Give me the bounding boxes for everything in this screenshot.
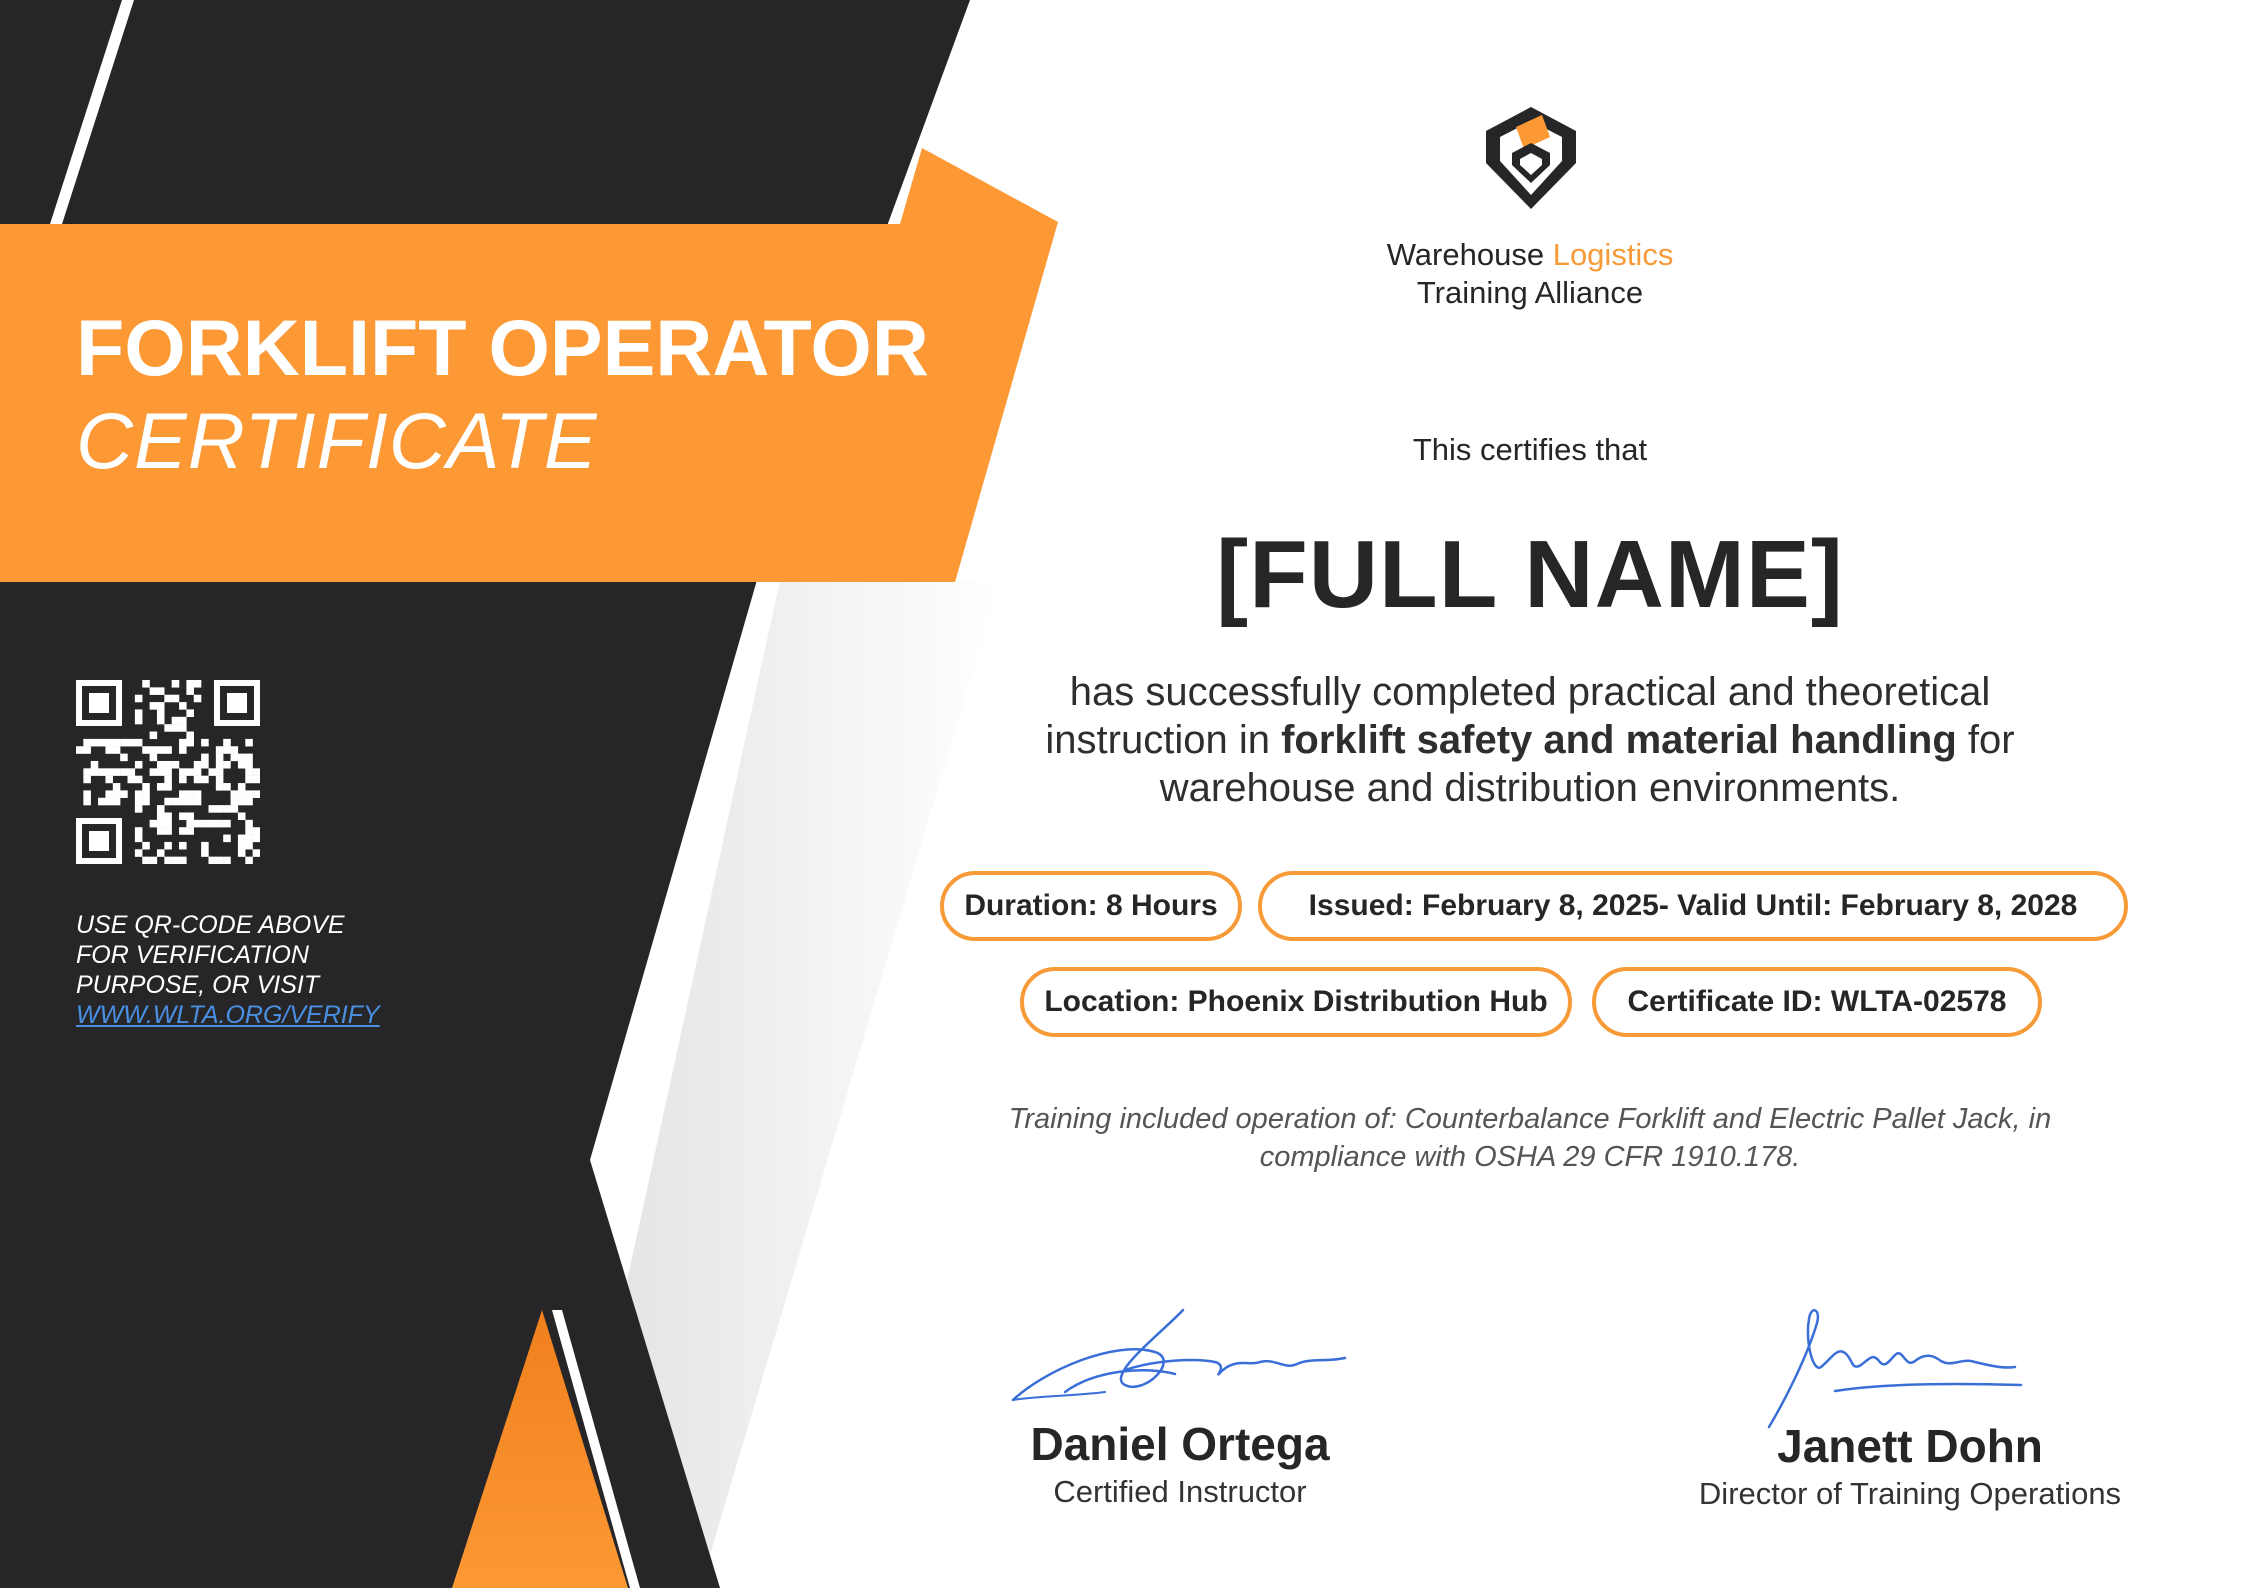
qr-module	[245, 790, 253, 798]
qr-module	[223, 820, 231, 828]
qr-module	[208, 820, 216, 828]
qr-module	[223, 761, 231, 769]
verification-text	[76, 910, 380, 1030]
signature-daniel-ortega	[1005, 1300, 1355, 1420]
qr-module	[157, 768, 165, 776]
qr-module	[91, 768, 99, 776]
qr-module	[164, 812, 172, 820]
qr-module	[164, 746, 172, 754]
qr-module	[157, 687, 165, 695]
description	[980, 668, 2080, 812]
qr-module	[164, 857, 172, 864]
qr-module	[179, 702, 187, 710]
qr-module	[186, 732, 194, 740]
qr-module	[186, 827, 194, 835]
certifies-intro: This certifies that	[1412, 432, 1648, 467]
qr-module	[179, 812, 187, 820]
qr-module	[194, 798, 202, 806]
qr-module	[142, 790, 150, 798]
qr-module	[201, 820, 209, 828]
qr-module	[164, 783, 172, 791]
qr-module	[164, 761, 172, 769]
qr-module	[142, 746, 150, 754]
qr-module	[253, 827, 260, 835]
qr-module	[253, 835, 260, 843]
qr-module	[98, 739, 106, 747]
qr-module	[245, 768, 253, 776]
qr-module	[186, 790, 194, 798]
qr-module	[238, 790, 246, 798]
qr-module	[194, 768, 202, 776]
qr-module	[179, 798, 187, 806]
qr-module	[194, 680, 202, 688]
certificate-id-badge: Certificate ID: WLTA-02578	[1592, 967, 2042, 1037]
title-sub: CERTIFICATE	[76, 396, 598, 485]
issued-badge: Issued: February 8, 2025- Valid Until: February 8, 2028	[1258, 871, 2128, 941]
qr-module	[157, 702, 165, 710]
qr-module	[157, 827, 165, 835]
qr-module	[157, 717, 165, 725]
qr-module	[150, 702, 158, 710]
qr-module	[113, 783, 121, 791]
qr-module	[245, 857, 253, 864]
title-main: FORKLIFT OPERATOR	[76, 303, 929, 392]
qr-module	[120, 790, 128, 798]
description-part2: for warehouse and distribution environments.	[1159, 718, 2015, 810]
shield-logo-icon	[1476, 103, 1586, 213]
qr-module	[245, 835, 253, 843]
certificate-title	[76, 303, 929, 485]
qr-module	[105, 790, 113, 798]
qr-module	[113, 790, 121, 798]
qr-module	[142, 680, 150, 688]
qr-module	[83, 790, 91, 798]
qr-module	[238, 849, 246, 857]
qr-module	[142, 842, 150, 850]
qr-module	[253, 849, 260, 857]
qr-module	[172, 724, 180, 732]
qr-module	[150, 732, 158, 740]
qr-module	[186, 768, 194, 776]
qr-module	[172, 857, 180, 864]
qr-module	[150, 687, 158, 695]
qr-module	[201, 842, 209, 850]
signature-janett-dohn	[1765, 1295, 2035, 1435]
qr-module	[113, 768, 121, 776]
qr-module	[91, 739, 99, 747]
qr-module	[245, 776, 253, 784]
qr-module	[113, 746, 121, 754]
qr-module	[157, 812, 165, 820]
qr-module	[253, 776, 260, 784]
qr-module	[172, 761, 180, 769]
qr-module	[105, 776, 113, 784]
duration-badge: Duration: 8 Hours	[940, 871, 1242, 941]
qr-module	[208, 857, 216, 864]
qr-module	[194, 776, 202, 784]
qr-module	[135, 849, 143, 857]
qr-module	[128, 776, 136, 784]
qr-module	[98, 768, 106, 776]
qr-module	[216, 746, 224, 754]
qr-module	[223, 805, 231, 813]
qr-module	[201, 776, 209, 784]
qr-module	[216, 805, 224, 813]
qr-module	[231, 790, 239, 798]
qr-module	[83, 746, 91, 754]
qr-module	[216, 754, 224, 762]
qr-module	[253, 790, 260, 798]
qr-module	[223, 783, 231, 791]
qr-module	[157, 820, 165, 828]
qr-module	[164, 724, 172, 732]
org-name-line2: Training Alliance	[1416, 275, 1644, 310]
qr-module	[120, 768, 128, 776]
qr-module	[83, 768, 91, 776]
signatory-role: Certified Instructor	[1053, 1474, 1307, 1509]
qr-module	[150, 754, 158, 762]
verify-line: USE QR-CODE ABOVE	[76, 911, 345, 939]
verify-line: FOR VERIFICATION	[76, 941, 309, 969]
qr-module	[186, 687, 194, 695]
qr-module	[105, 768, 113, 776]
qr-code-icon[interactable]	[76, 680, 260, 864]
qr-module	[245, 739, 253, 747]
qr-module	[216, 768, 224, 776]
qr-module	[231, 754, 239, 762]
qr-module	[238, 812, 246, 820]
qr-module	[142, 798, 150, 806]
qr-module	[186, 709, 194, 717]
qr-module	[208, 768, 216, 776]
qr-module	[164, 798, 172, 806]
qr-module	[216, 820, 224, 828]
qr-module	[245, 754, 253, 762]
qr-module	[150, 746, 158, 754]
qr-module	[194, 820, 202, 828]
qr-module	[83, 776, 91, 784]
qr-module	[238, 761, 246, 769]
qr-module	[157, 746, 165, 754]
qr-module	[238, 842, 246, 850]
qr-module	[164, 695, 172, 703]
qr-module	[179, 790, 187, 798]
qr-module	[135, 695, 143, 703]
qr-module	[120, 754, 128, 762]
qr-module	[223, 857, 231, 864]
qr-module	[135, 798, 143, 806]
qr-module	[238, 835, 246, 843]
qr-module	[83, 739, 91, 747]
description-highlight: forklift safety and material handling	[1281, 718, 1957, 762]
qr-module	[150, 857, 158, 864]
qr-module	[231, 798, 239, 806]
qr-module	[135, 709, 143, 717]
qr-module	[164, 768, 172, 776]
qr-module	[135, 717, 143, 725]
qr-module	[245, 761, 253, 769]
qr-module	[157, 709, 165, 717]
qr-module	[223, 739, 231, 747]
qr-module	[253, 768, 260, 776]
qr-module	[135, 835, 143, 843]
qr-module	[201, 754, 209, 762]
qr-module	[186, 812, 194, 820]
qr-module	[157, 761, 165, 769]
qr-module	[164, 776, 172, 784]
org-name-part1: Warehouse	[1386, 237, 1545, 272]
qr-module	[142, 783, 150, 791]
qr-module	[194, 790, 202, 798]
qr-module	[238, 798, 246, 806]
qr-module	[216, 783, 224, 791]
qr-module	[186, 739, 194, 747]
qr-module	[113, 798, 121, 806]
training-note: Training included operation of: Counterbalance Forklift and Electric Pallet Jack, in compliance with OSHA 29 CFR 1910.178.	[1008, 1103, 2052, 1173]
location-badge: Location: Phoenix Distribution Hub	[1020, 967, 1572, 1037]
recipient-name: [FULL NAME]	[1216, 521, 1844, 628]
qr-module	[223, 746, 231, 754]
qr-module	[179, 827, 187, 835]
qr-module	[157, 783, 165, 791]
qr-module	[135, 805, 143, 813]
qr-module	[186, 680, 194, 688]
qr-module	[179, 746, 187, 754]
qr-module	[172, 798, 180, 806]
qr-module	[105, 739, 113, 747]
qr-module	[194, 695, 202, 703]
qr-module	[135, 827, 143, 835]
qr-module	[216, 761, 224, 769]
qr-module	[245, 842, 253, 850]
description-part1: has successfully completed practical and theoretical instruction in	[1045, 670, 1991, 762]
qr-module	[231, 805, 239, 813]
org-name-part2: Logistics	[1552, 237, 1674, 272]
qr-module	[135, 790, 143, 798]
signatory-role: Director of Training Operations	[1698, 1476, 2122, 1511]
qr-module	[98, 798, 106, 806]
qr-module	[135, 739, 143, 747]
signatory-name: Daniel Ortega	[1030, 1418, 1330, 1470]
qr-module	[216, 776, 224, 784]
qr-module	[164, 842, 172, 850]
qr-module	[179, 739, 187, 747]
qr-module	[128, 768, 136, 776]
qr-module	[172, 680, 180, 688]
qr-module	[179, 717, 187, 725]
organization-name	[1280, 236, 1780, 312]
qr-module	[135, 776, 143, 784]
qr-module	[179, 842, 187, 850]
qr-module	[83, 798, 91, 806]
qr-module	[223, 835, 231, 843]
qr-module	[245, 827, 253, 835]
qr-module	[201, 739, 209, 747]
qr-module	[150, 820, 158, 828]
qr-module	[105, 746, 113, 754]
qr-module	[194, 761, 202, 769]
qr-module	[128, 739, 136, 747]
qr-module	[179, 768, 187, 776]
qr-module	[231, 746, 239, 754]
qr-module	[164, 827, 172, 835]
qr-module	[164, 820, 172, 828]
qr-module	[105, 798, 113, 806]
qr-module	[135, 761, 143, 769]
qr-module	[150, 768, 158, 776]
qr-module	[113, 739, 121, 747]
qr-module	[216, 857, 224, 864]
verify-link[interactable]: WWW.WLTA.ORG/VERIFY	[76, 1001, 380, 1029]
qr-module	[179, 776, 187, 784]
qr-module	[142, 857, 150, 864]
qr-module	[172, 717, 180, 725]
qr-module	[120, 739, 128, 747]
qr-module	[208, 805, 216, 813]
qr-module	[179, 857, 187, 864]
qr-module	[157, 849, 165, 857]
signatory-name: Janett Dohn	[1777, 1420, 2043, 1472]
qr-module	[186, 798, 194, 806]
qr-module	[238, 783, 246, 791]
qr-module	[172, 695, 180, 703]
verify-line: PURPOSE, OR VISIT	[76, 971, 320, 999]
qr-module	[76, 746, 84, 754]
qr-module	[91, 761, 99, 769]
qr-module	[179, 724, 187, 732]
qr-module	[186, 820, 194, 828]
qr-module	[157, 805, 165, 813]
qr-module	[245, 820, 253, 828]
qr-module	[201, 761, 209, 769]
qr-module	[245, 798, 253, 806]
qr-module	[201, 849, 209, 857]
qr-module	[238, 754, 246, 762]
